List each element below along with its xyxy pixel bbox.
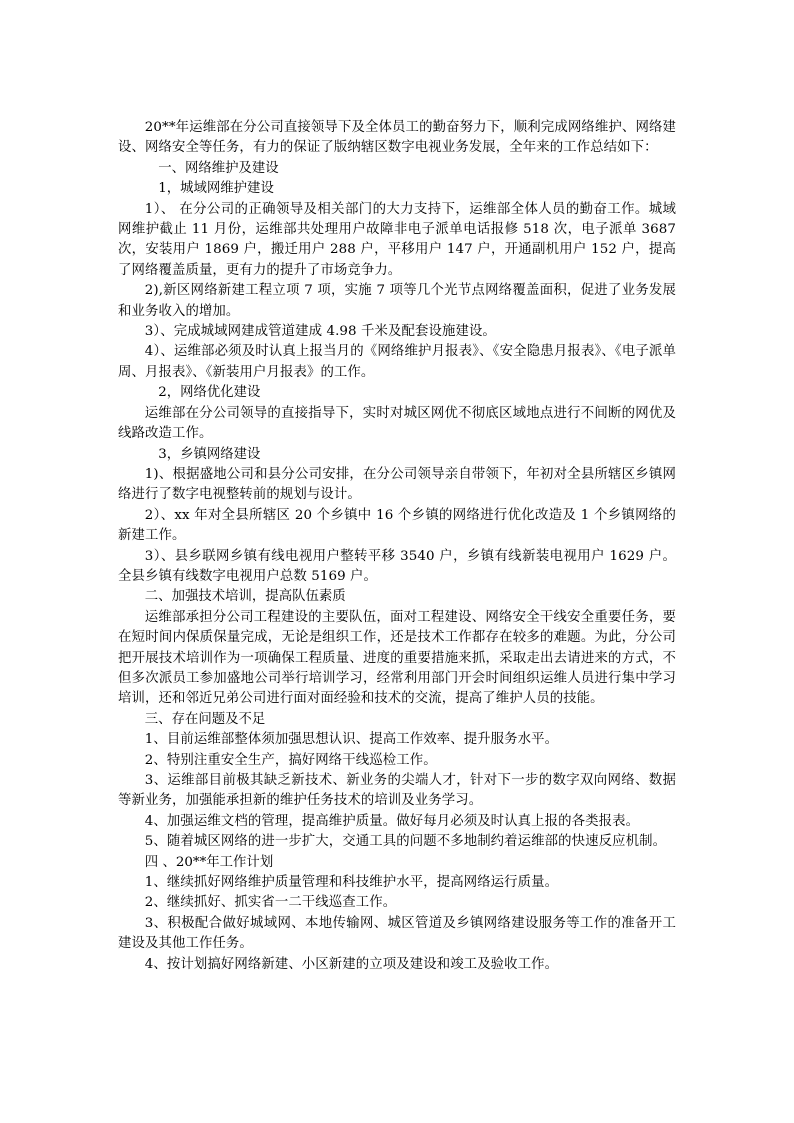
- subsection-1-1-heading: 1，城域网维护建设: [158, 181, 274, 197]
- section-4-heading: 四 、20**年工作计划: [144, 854, 274, 870]
- paragraph-1-3-2: 2）、xx 年对全县所辖区 20 个乡镇中 16 个乡镇的网络进行优化改造及 1 个乡镇网络的新建工作。: [118, 507, 676, 544]
- paragraph-1-1-2: 2),新区网络新建工程立项 7 项，实施 7 项等几个光节点网络覆盖面积，促进了业务发展和业务收入的增加。: [118, 283, 676, 319]
- paragraph-4-3: 3、积极配合做好城域网、本地传输网、城区管道及乡镇网络建设服务等工作的准备开工建设及其他工作任务。: [118, 915, 676, 952]
- paragraph-1-3-3: 3）、县乡联网乡镇有线电视用户整转平移 3540 户，乡镇有线新装电视用户 1629 户。全县乡镇有线数字电视用户总数 5169 户。: [118, 548, 676, 584]
- section-3-heading: 三、存在问题及不足: [144, 711, 266, 727]
- paragraph-1-1-1: 1）、 在分公司的正确领导及相关部门的大力支持下，运维部全体人员的勤奋工作。城域网维护截止 11 月份，运维部共处理用户故障非电子派单电话报修 518 次，电子派单 3687 次，安装用户 1869 户，搬迁用户 288 户，平移用户 147 户，开通副机用户 152 户，提高了网络覆盖质量，更有力的提升了市场竞争力。: [118, 201, 676, 278]
- paragraph-3-5: 5、随着城区网络的进一步扩大，交通工具的问题不多地制约着运维部的快速反应机制。: [144, 834, 667, 850]
- paragraph-1-2-1: 运维部在分公司领导的直接指导下，实时对城区网优不彻底区域地点进行不间断的网优及线路改造工作。: [118, 405, 676, 442]
- paragraph-4-1: 1、继续抓好网络维护质量管理和科技维护水平，提高网络运行质量。: [144, 875, 559, 891]
- subsection-1-2-heading: 2，网络优化建设: [158, 385, 261, 401]
- paragraph-1-1-4: 4）、运维部必须及时认真上报当月的《网络维护月报表》、《安全隐患月报表》、《电子派单周、月报表》、《新装用户月报表》的工作。: [118, 344, 676, 380]
- intro-paragraph: 20**年运维部在分公司直接领导下及全体员工的勤奋努力下，顺利完成网络维护、网络建设、网络安全等任务，有力的保证了版纳辖区数字电视业务发展，全年来的工作总结如下：: [118, 120, 676, 156]
- paragraph-1-3-1: 1)、根据盛地公司和县分公司安排，在分公司领导亲自带领下，年初对全县所辖区乡镇网络进行了数字电视整转前的规划与设计。: [118, 466, 676, 503]
- paragraph-4-4: 4、按计划搞好网络新建、小区新建的立项及建设和竣工及验收工作。: [144, 956, 559, 972]
- paragraph-3-1: 1、目前运维部整体须加强思想认识、提高工作效率、提升服务水平。: [144, 732, 559, 748]
- paragraph-3-2: 2、特别注重安全生产，搞好网络干线巡检工作。: [144, 752, 437, 768]
- paragraph-2-1: 运维部承担分公司工程建设的主要队伍，面对工程建设、网络安全干线安全重要任务，要在短时间内保质保量完成，无论是组织工作，还是技术工作都存在较多的难题。为此，分公司把开展技术培训作为一项确保工程质量、进度的重要措施来抓，采取走出去请进来的方式，不但多次派员工参加盛地公司举行培训学习，经常利用部门开会时间组织运维人员进行集中学习培训，还和邻近兄弟公司进行面对面经验和技术的交流，提高了维护人员的技能。: [118, 609, 676, 707]
- paragraph-4-2: 2、继续抓好、抓实省一二干线巡查工作。: [144, 895, 397, 911]
- paragraph-1-1-3: 3）、完成城域网建成管道建成 4.98 千米及配套设施建设。: [144, 324, 496, 340]
- document-page: [118, 118, 676, 975]
- section-1-heading: 一、网络维护及建设: [158, 160, 279, 176]
- subsection-1-3-heading: 3，乡镇网络建设: [158, 446, 261, 462]
- paragraph-3-4: 4、加强运维文档的管理，提高维护质量。做好每月必须及时认真上报的各类报表。: [144, 813, 640, 829]
- paragraph-3-3: 3、运维部目前极其缺乏新技术、新业务的尖端人才，针对下一步的数字双向网络、数据等新业务，加强能承担新的维护任务技术的培训及业务学习。: [118, 773, 676, 809]
- section-2-heading: 二、加强技术培训，提高队伍素质: [144, 589, 346, 605]
